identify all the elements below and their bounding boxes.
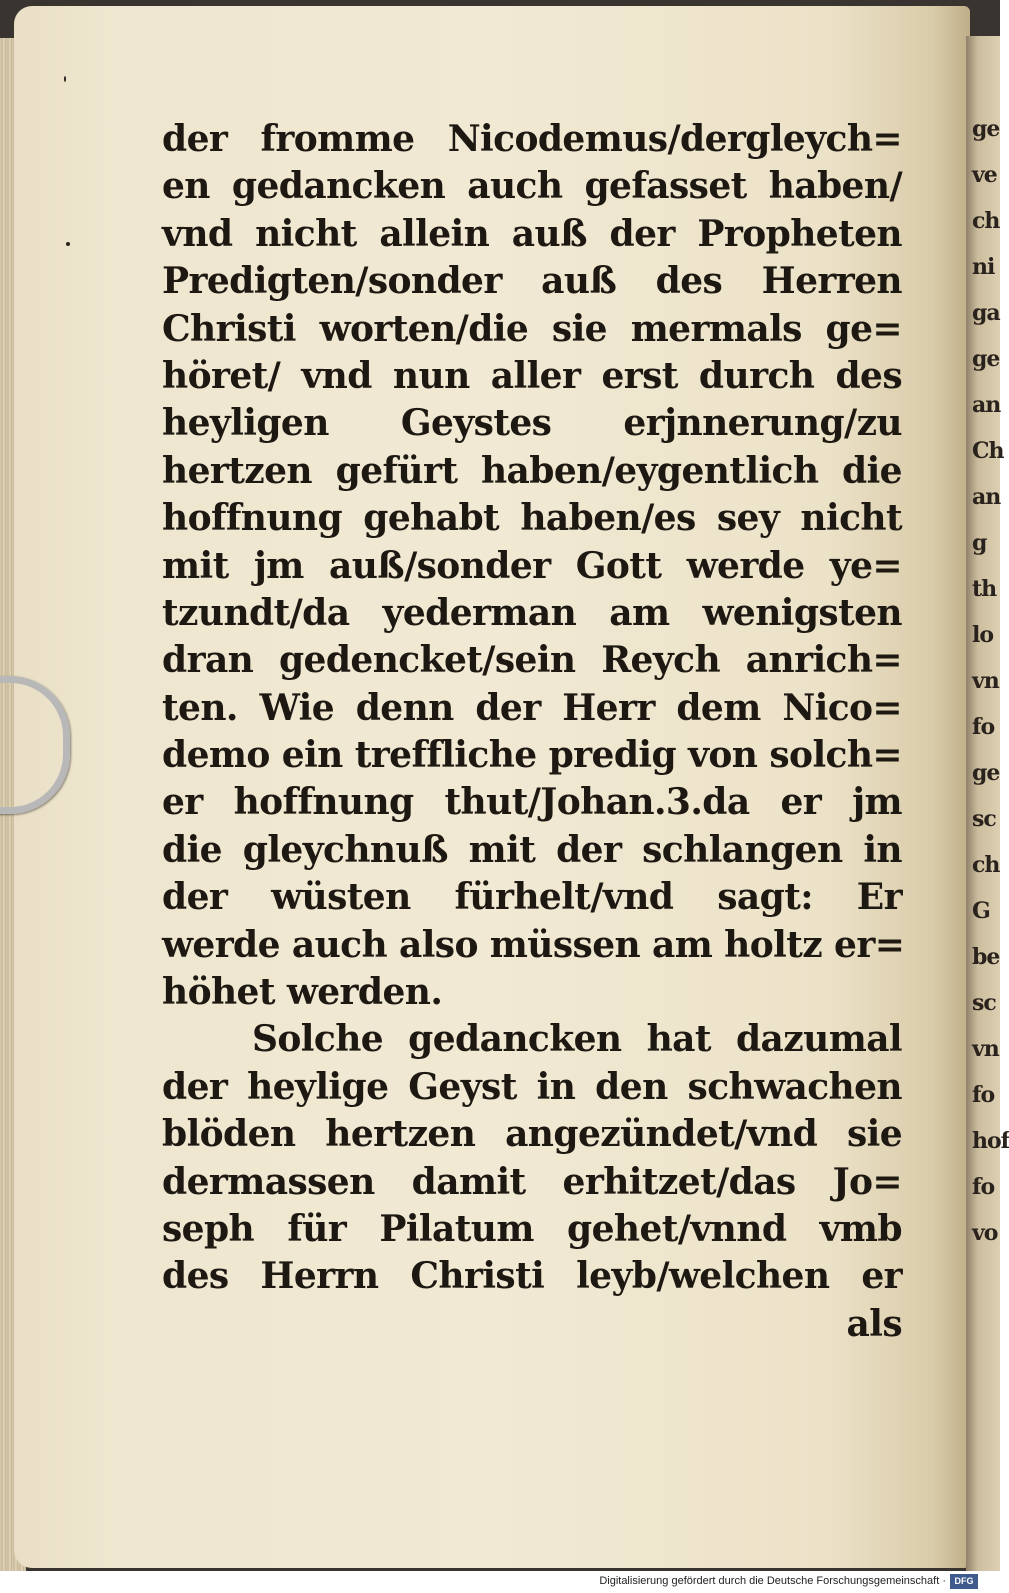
adjacent-page-text: ge [972,116,1000,142]
paragraph-start-line: Solche gedancken hat dazumal [252,1018,902,1061]
book-page [14,6,970,1568]
adjacent-page-text: vn [972,1036,999,1062]
text-line: der heylige Geyst in den schwachen [162,1065,902,1108]
digitization-footer [0,1571,1000,1593]
dfg-logo: DFG [950,1574,978,1589]
adjacent-page-text: g [972,530,987,556]
funding-credit: Digitalisierung gefördert durch die Deutsche Forschungsgemeinschaft · [599,1575,946,1587]
adjacent-page-text: sc [972,990,996,1016]
adjacent-page-text: be [972,944,1000,970]
adjacent-page-edge [966,36,1009,1571]
text-line: Predigten/sonder auß des Herren [162,260,902,303]
text-line: werde auch also müssen am holtz er= [162,923,905,966]
text-line: tzundt/da yederman am wenigsten [162,591,902,634]
text-line: des Herrn Christi leyb/welchen er [162,1255,902,1298]
text-line: hoffnung gehabt haben/es sey nicht [162,497,902,540]
text-line: heyligen Geystes erjnnerung/zu [162,402,902,445]
text-line: en gedancken auch gefasset haben/ [162,165,902,208]
adjacent-page-text: fo [972,1174,995,1200]
text-line: ten. Wie denn der Herr dem Nico= [162,686,902,729]
adjacent-page-text: ge [972,346,1000,372]
adjacent-page-text: ch [972,208,1000,234]
adjacent-page-text: vo [972,1220,998,1246]
text-line: Christi worten/die sie mermals ge= [162,307,902,350]
text-line: höret/ vnd nun aller erst durch des [162,354,902,397]
adjacent-page-text: sc [972,806,996,832]
text-line: hertzen gefürt haben/eygentlich die [162,449,902,492]
adjacent-page-text: G [972,898,990,924]
text-line: mit jm auß/sonder Gott werde ye= [162,544,902,587]
adjacent-page-text: ve [972,162,997,188]
adjacent-page-text: vn [972,668,999,694]
text-line: die gleychnuß mit der schlangen in [162,828,902,871]
text-line: höhet werden. [162,971,443,1014]
adjacent-page-text: ch [972,852,1000,878]
adjacent-page-text: fo [972,1082,995,1108]
adjacent-page-text: fo [972,714,995,740]
adjacent-page-text: ge [972,760,1000,786]
adjacent-page-text: an [972,392,1001,418]
adjacent-page-text: Ch [972,438,1004,464]
text-line: der wüsten fürhelt/vnd sagt: Er [162,876,902,919]
margin-speck [64,76,66,82]
text-line: der fromme Nicodemus/dergleych= [162,118,902,160]
text-line: blöden hertzen angezündet/vnd sie [162,1113,902,1156]
adjacent-page-text: hof [972,1128,1009,1154]
adjacent-page-text: lo [972,622,994,648]
text-line: vnd nicht allein auß der Propheten [162,212,902,255]
text-line: demo ein treffliche predig von solch= [162,734,902,777]
margin-speck [66,242,70,246]
text-line: seph für Pilatum gehet/vnnd vmb [162,1207,902,1250]
text-line: er hoffnung thut/Johan.3.da er jm [162,781,902,824]
adjacent-page-text: ga [972,300,1000,326]
text-line: dermassen damit erhitzet/das Jo= [162,1160,902,1203]
adjacent-page-text: ni [972,254,995,280]
page-text-block [162,116,905,1348]
text-line: dran gedencket/sein Reych anrich= [162,639,902,682]
adjacent-page-text: th [972,576,997,602]
catchword: als [846,1302,902,1345]
adjacent-page-text: an [972,484,1001,510]
